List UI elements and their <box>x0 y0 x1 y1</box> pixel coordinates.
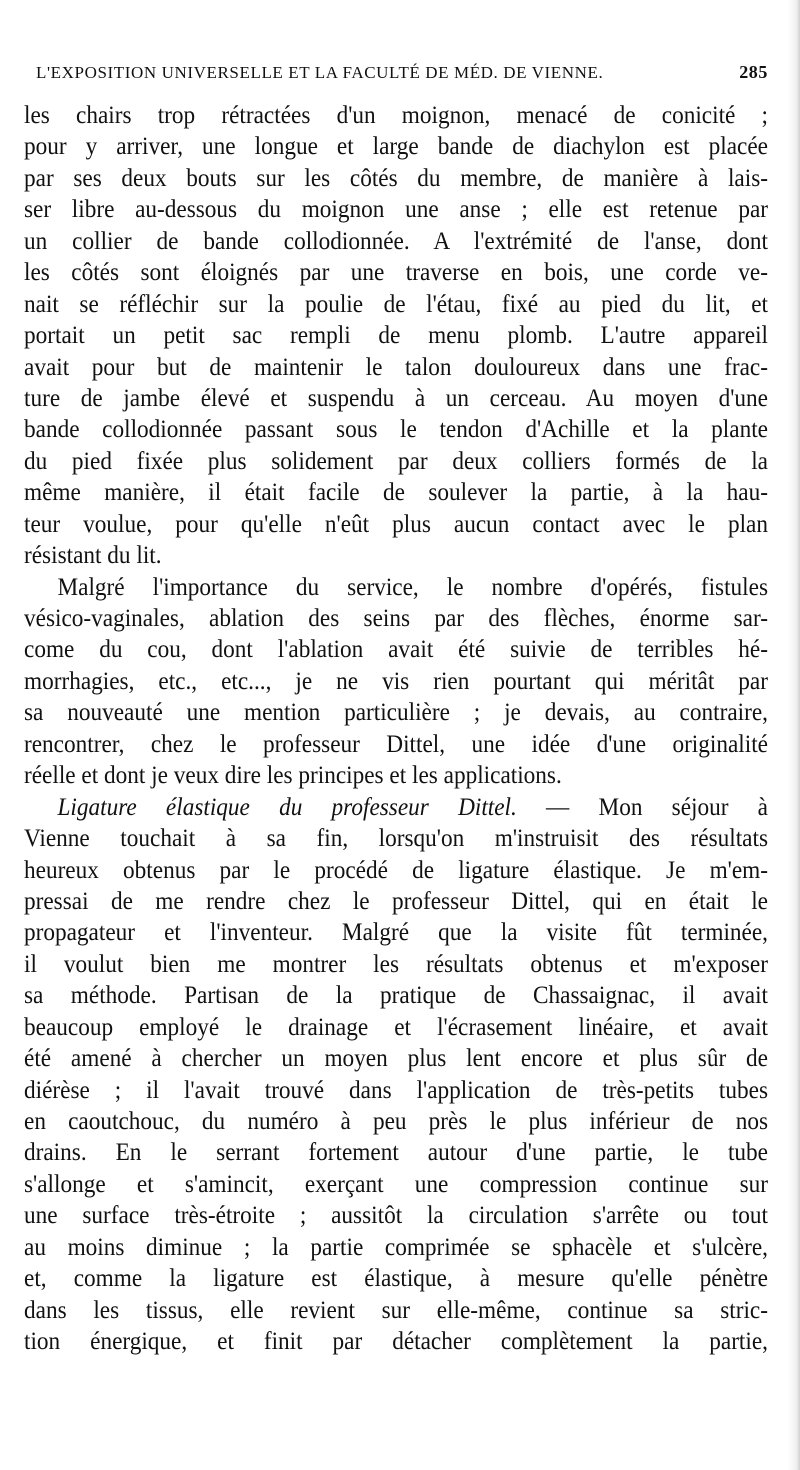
text-line: un collier de bande collodionnée. A l'extrémité de l'anse, dont <box>24 227 768 255</box>
text-line: sa nouveauté une mention particulière ; je devais, au contraire, <box>24 699 768 727</box>
text-line: les chairs trop rétractées d'un moignon, menacé de conicité ; <box>24 102 768 129</box>
running-title: L'EXPOSITION UNIVERSELLE ET LA FACULTÉ DE MÉD. DE VIENNE. <box>36 63 604 82</box>
text-line: diérèse ; il l'avait trouvé dans l'application de très-petits tubes <box>24 1076 768 1104</box>
text-line: come du cou, dont l'ablation avait été suivie de terribles hé- <box>24 636 768 664</box>
text-line: portait un petit sac rempli de menu plomb. L'autre appareil <box>24 322 768 350</box>
text-line: les côtés sont éloignés par une traverse en bois, une corde ve- <box>24 259 768 287</box>
text-line: pressai de me rendre chez le professeur Dittel, qui en était le <box>24 887 768 915</box>
text-line: propagateur et l'inventeur. Malgré que la visite fût terminée, <box>24 919 768 947</box>
text-line: morrhagies, etc., etc..., je ne vis rien pourtant qui méritât par <box>24 667 768 695</box>
text-line: résistant du lit. <box>24 542 162 570</box>
text-line: nait se réfléchir sur la poulie de l'étau, fixé au pied du lit, et <box>24 290 768 318</box>
text-line: bande collodionnée passant sous le tendon d'Achille et la plante <box>24 416 768 444</box>
text-line: réelle et dont je veux dire les principes et les applications. <box>24 762 562 790</box>
running-header <box>36 62 768 83</box>
text-line: même manière, il était facile de soulever la partie, à la hau- <box>24 479 768 507</box>
text-line: heureux obtenus par le procédé de ligature élastique. Je m'em- <box>24 856 768 884</box>
text-line: Vienne touchait à sa fin, lorsqu'on m'instruisit des résultats <box>24 825 768 853</box>
text-line: du pied fixée plus solidement par deux colliers formés de la <box>24 447 768 475</box>
text-line: et, comme la ligature est élastique, à mesure qu'elle pénètre <box>24 1265 768 1293</box>
text-line: drains. En le serrant fortement autour d'une partie, le tube <box>24 1139 768 1167</box>
text-line: tion énergique, et finit par détacher complètement la partie, <box>24 1328 768 1356</box>
text-line: teur voulue, pour qu'elle n'eût plus aucun contact avec le plan <box>24 510 768 538</box>
page-number: 285 <box>739 62 768 82</box>
page-edge-shadow <box>788 0 800 1470</box>
text-line: ser libre au-dessous du moignon une anse ; elle est retenue par <box>24 196 768 224</box>
text-line: vésico-vaginales, ablation des seins par des flèches, énorme sar- <box>24 605 768 632</box>
body-text <box>24 100 768 1358</box>
text-line: avait pour but de maintenir le talon douloureux dans une frac- <box>24 353 768 381</box>
text-line: une surface très-étroite ; aussitôt la circulation s'arrête ou tout <box>24 1202 768 1230</box>
text-line-remainder: — Mon séjour à <box>546 793 768 821</box>
section-heading: Ligature élastique du professeur Dittel. <box>57 793 517 821</box>
text-line: il voulut bien me montrer les résultats obtenus et m'exposer <box>24 950 768 978</box>
text-line: par ses deux bouts sur les côtés du membre, de manière à lais- <box>24 164 768 192</box>
text-line: beaucoup employé le drainage et l'écrasement linéaire, et avait <box>24 1013 768 1041</box>
text-line: s'allonge et s'amincit, exerçant une compression continue sur <box>24 1170 768 1198</box>
text-line: été amené à chercher un moyen plus lent encore et plus sûr de <box>24 1045 768 1073</box>
text-line: pour y arriver, une longue et large bande de diachylon est placée <box>24 133 768 161</box>
section-heading-line <box>24 792 768 823</box>
text-line: dans les tissus, elle revient sur elle-même, continue sa stric- <box>24 1296 768 1324</box>
text-line: au moins diminue ; la partie comprimée se sphacèle et s'ulcère, <box>24 1233 768 1261</box>
text-line: sa méthode. Partisan de la pratique de Chassaignac, il avait <box>24 982 768 1010</box>
text-line: ture de jambe élevé et suspendu à un cerceau. Au moyen d'une <box>24 384 768 412</box>
text-line: en caoutchouc, du numéro à peu près le plus inférieur de nos <box>24 1108 768 1135</box>
text-line: rencontrer, chez le professeur Dittel, une idée d'une originalité <box>24 730 768 758</box>
paragraph-start-line: Malgré l'importance du service, le nombre d'opérés, fistules <box>57 573 768 601</box>
